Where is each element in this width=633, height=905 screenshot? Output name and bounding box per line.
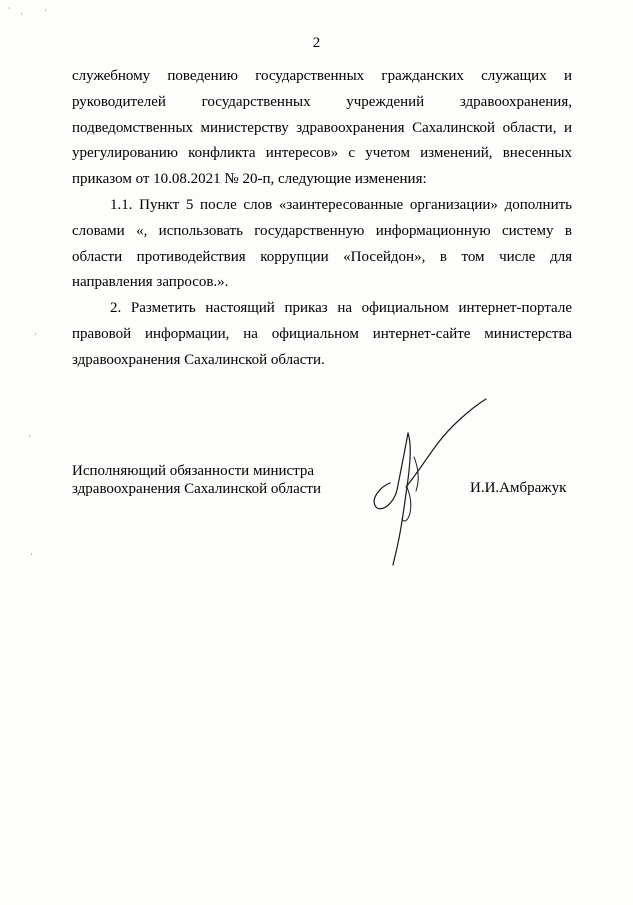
page-number: 2	[312, 35, 321, 51]
text-line: правовой информации, на официальном интернет-сайте министерства	[72, 325, 572, 342]
scan-speck: ·	[20, 10, 23, 19]
text-line: служебному поведению государственных гражданских служащих и	[72, 68, 572, 84]
signatory-position	[72, 462, 321, 498]
text-line: руководителей государственных учреждений здравоохранения,	[72, 93, 572, 110]
paragraph-intro-continuation	[72, 64, 572, 193]
paragraph-item-1-1	[72, 193, 572, 296]
signatory-name: И.И.Амбражук	[470, 480, 567, 496]
scan-speck: ·	[44, 6, 47, 15]
document-body	[72, 64, 572, 374]
text-line: словами «, использовать государственную информационную систему в	[72, 222, 572, 239]
signatory-position-line: здравоохранения Сахалинской области	[72, 481, 321, 497]
paragraph-item-2	[72, 296, 572, 373]
scan-speck: ·	[28, 432, 31, 441]
text-line: 2. Разметить настоящий приказ на официальном интернет-портале	[110, 300, 572, 317]
scan-speck: ·	[30, 550, 33, 559]
text-line: приказом от 10.08.2021 № 20-п, следующие изменения:	[72, 171, 427, 188]
text-line: здравоохранения Сахалинской области.	[72, 351, 325, 368]
scan-speck: ·	[8, 4, 11, 13]
text-line: урегулированию конфликта интересов» с учетом изменений, внесенных	[72, 145, 572, 162]
text-line: подведомственных министерству здравоохранения Сахалинской области, и	[72, 119, 572, 136]
text-line: 1.1. Пункт 5 после слов «заинтересованные организации» дополнить	[110, 196, 572, 213]
text-line: направления запросов.».	[72, 274, 229, 291]
signatory-position-line: Исполняющий обязанности министра	[72, 463, 315, 479]
scan-speck: ·	[34, 330, 37, 339]
text-line: области противодействия коррупции «Посейдон», в том числе для	[72, 248, 572, 265]
